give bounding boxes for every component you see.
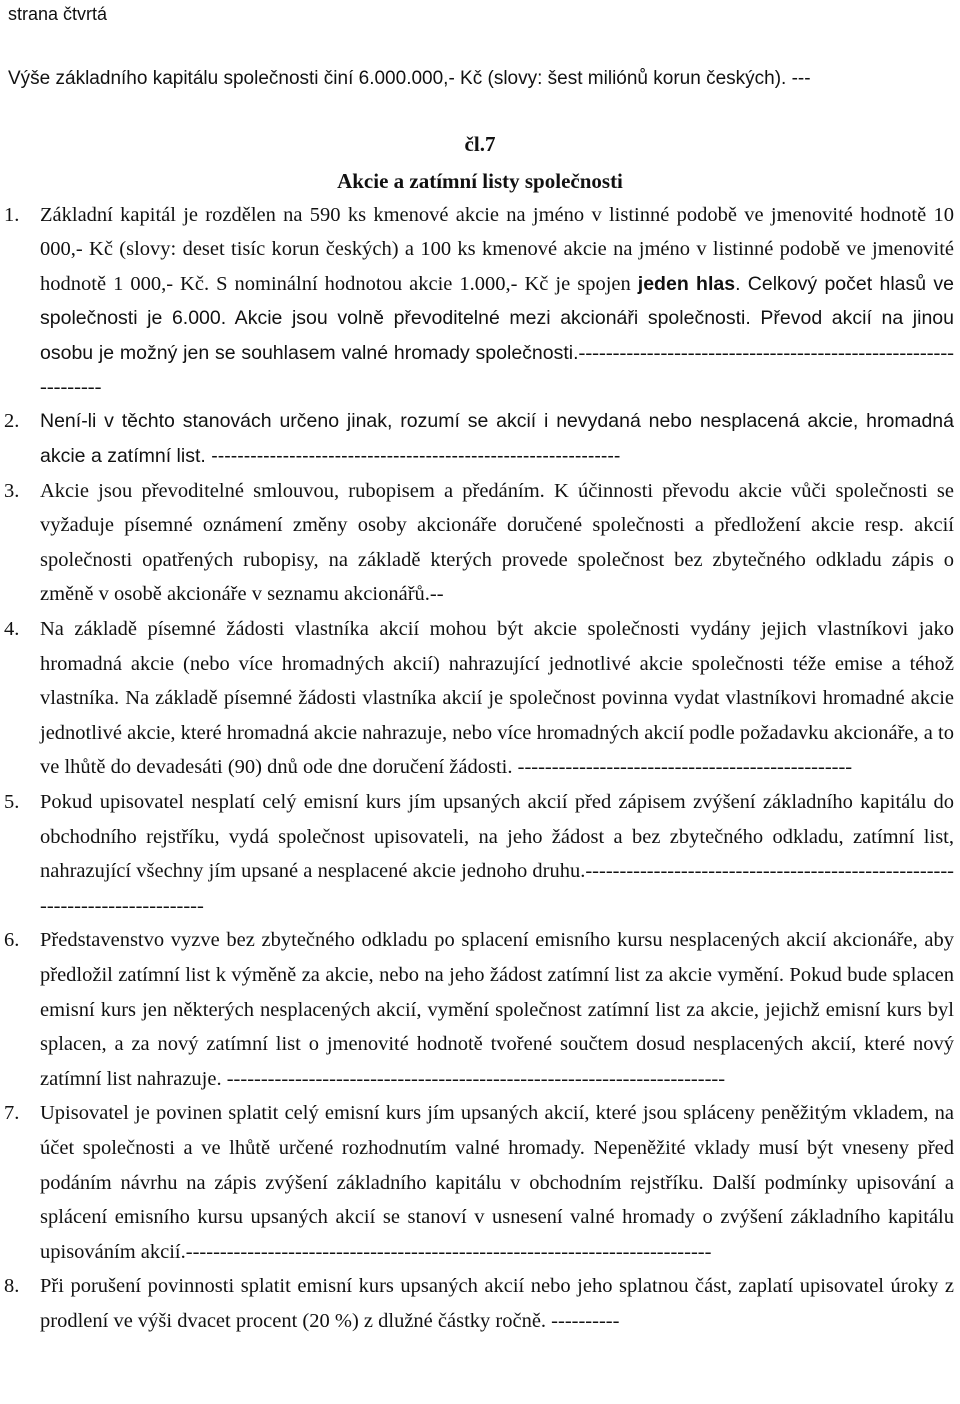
item-text [40, 785, 954, 923]
dash-filler: ---------- [551, 1309, 620, 1332]
item-6 [0, 923, 960, 1096]
item-text [40, 1096, 954, 1269]
item-text-part: Základní kapitál je rozdělen na 590 ks kmenové akcie na jméno v listinné podobě ve jmenovité hodnotě 10 000,- Kč (slovy: deset tisíc korun českých) a 100 ks kmenové akcie na jméno v listinné podobě ve jmenovité hodnotě 1 000,- Kč. S nominální hodnotou akcie 1.000,- Kč je spojen [40, 204, 954, 295]
item-7 [0, 1096, 960, 1269]
item-number: 3. [4, 479, 20, 502]
dash-filler: ------------------------------------------------------------------------------ [40, 860, 954, 917]
item-bold-text: jeden hlas [637, 272, 736, 295]
item-text [40, 923, 954, 1096]
article-number: čl.7 [464, 132, 496, 156]
item-text: Akcie jsou převoditelné smlouvou, rubopisem a předáním. K účinnosti převodu akcie vůči společnosti se vyžaduje písemné oznámení změny osoby akcionáře doručené společnosti a předložení akcie resp. akcií společnosti opatřených rubopisy, na základě kterých provede společnost bez zbytečného odkladu zápis o změně v osobě akcionáře v seznamu akcionářů.-- [40, 479, 954, 606]
item-2 [0, 404, 960, 473]
item-text [40, 1269, 954, 1338]
item-text-part: Není-li v těchto stanovách určeno jinak, rozumí se akcií i nevydaná nebo nesplacená akcie, hromadná akcie a zatímní list. [40, 410, 954, 468]
item-number: 8. [4, 1275, 20, 1298]
article-title: Akcie a zatímní listy společnosti [337, 169, 623, 193]
dash-filler: ---------------------------------------------------------------- [40, 341, 954, 399]
item-5 [0, 785, 960, 923]
dash-filler: ------------------------------------------------- [517, 756, 853, 779]
item-text-part: Upisovatel je povinen splatit celý emisní kurs jím upsaných akcií, které jsou spláceny peněžitým vkladem, na účet společnosti a ve lhůtě určené rozhodnutím valné hromady. Nepeněžité vklady musí být vneseny před podáním návrhu na zápis zvýšení základního kapitálu v obchodním rejstříku. Další podmínky upisování a splácení emisního kursu upsaných akcií se stanoví v usnesení valné hromady o zvýšení základního kapitálu upisováním akcií. [40, 1102, 954, 1263]
item-number: 5. [4, 790, 20, 813]
item-1 [0, 198, 960, 404]
dash-filler: ----------------------------------------------------------------------------- [185, 1240, 712, 1263]
item-number: 4. [4, 618, 20, 640]
dash-filler: ------------------------------------------------------------------------- [226, 1067, 726, 1090]
item-3 [0, 474, 960, 612]
item-text-part: . Celkový počet hlasů ve společnosti je 6.000. Akcie jsou volně převoditelné mezi akcionáři společnosti. Převod akcií na jinou osobu je možný jen se souhlasem valné hromady společnosti. [40, 272, 955, 364]
capital-sentence: Výše základního kapitálu společnosti činí 6.000.000,- Kč (slovy: šest miliónů korun českých). --- [8, 68, 811, 89]
item-text-part: Pokud upisovatel nesplatí celý emisní kurs jím upsaných akcií před zápisem zvýšení základního kapitálu do obchodního rejstříku, vydá společnost upisovateli, na jeho žádost a bez zbytečného odkladu, zatímní list, nahrazující všechny jím upsané a nesplacené akcie jednoho druhu. [40, 790, 954, 883]
article-items [0, 198, 960, 1338]
item-number: 7. [4, 1102, 20, 1125]
item-text [40, 404, 954, 473]
item-text [40, 198, 954, 404]
item-number: 2. [4, 410, 20, 433]
page-label: strana čtvrtá [8, 4, 108, 24]
item-text-part: Představenstvo vyzve bez zbytečného odkladu po splacení emisního kursu nesplacených akcií akcionáře, aby předložil zatímní list k výměně za akcie, nebo na jeho žádost zatímní list za akcie vymění. Pokud bude splacen emisní kurs jen některých nesplacených akcií, vymění společnost zatímní list za akcie, jejichž emisní kurs byl splacen, a za nový zatímní list o jmenovité hodnotě tvořené součtem dosud nesplacených akcií, které nový zatímní list nahrazuje. [40, 929, 954, 1090]
item-number: 6. [4, 929, 20, 952]
item-text-part: Na základě písemné žádosti vlastníka akcií mohou být akcie společnosti vydány jejich vlastníkovi jako hromadná akcie (nebo více hromadných akcií) nahrazující jednotlivé akcie společnosti téže emise a téhož vlastníka. Na základě písemné žádosti vlastníka akcií je společnost povinna vydat vlastníkovi hromadné akcie jednotlivé akcie, které hromadná akcie nahrazuje, nebo více hromadných akcií podle požadavku akcionáře, a to ve lhůtě do devadesáti (90) dnů ode dne doručení žádosti. [40, 618, 954, 779]
item-8 [0, 1269, 960, 1338]
item-text [40, 612, 954, 785]
dash-filler: --------------------------------------------------------------- [211, 445, 621, 468]
item-4 [0, 612, 960, 785]
item-text-part: Při porušení povinnosti splatit emisní kurs upsaných akcií nebo jeho splatnou část, zaplatí upisovatel úroky z prodlení ve výši dvacet procent (20 %) z dlužné částky ročně. [40, 1275, 954, 1332]
item-number: 1. [4, 204, 20, 226]
